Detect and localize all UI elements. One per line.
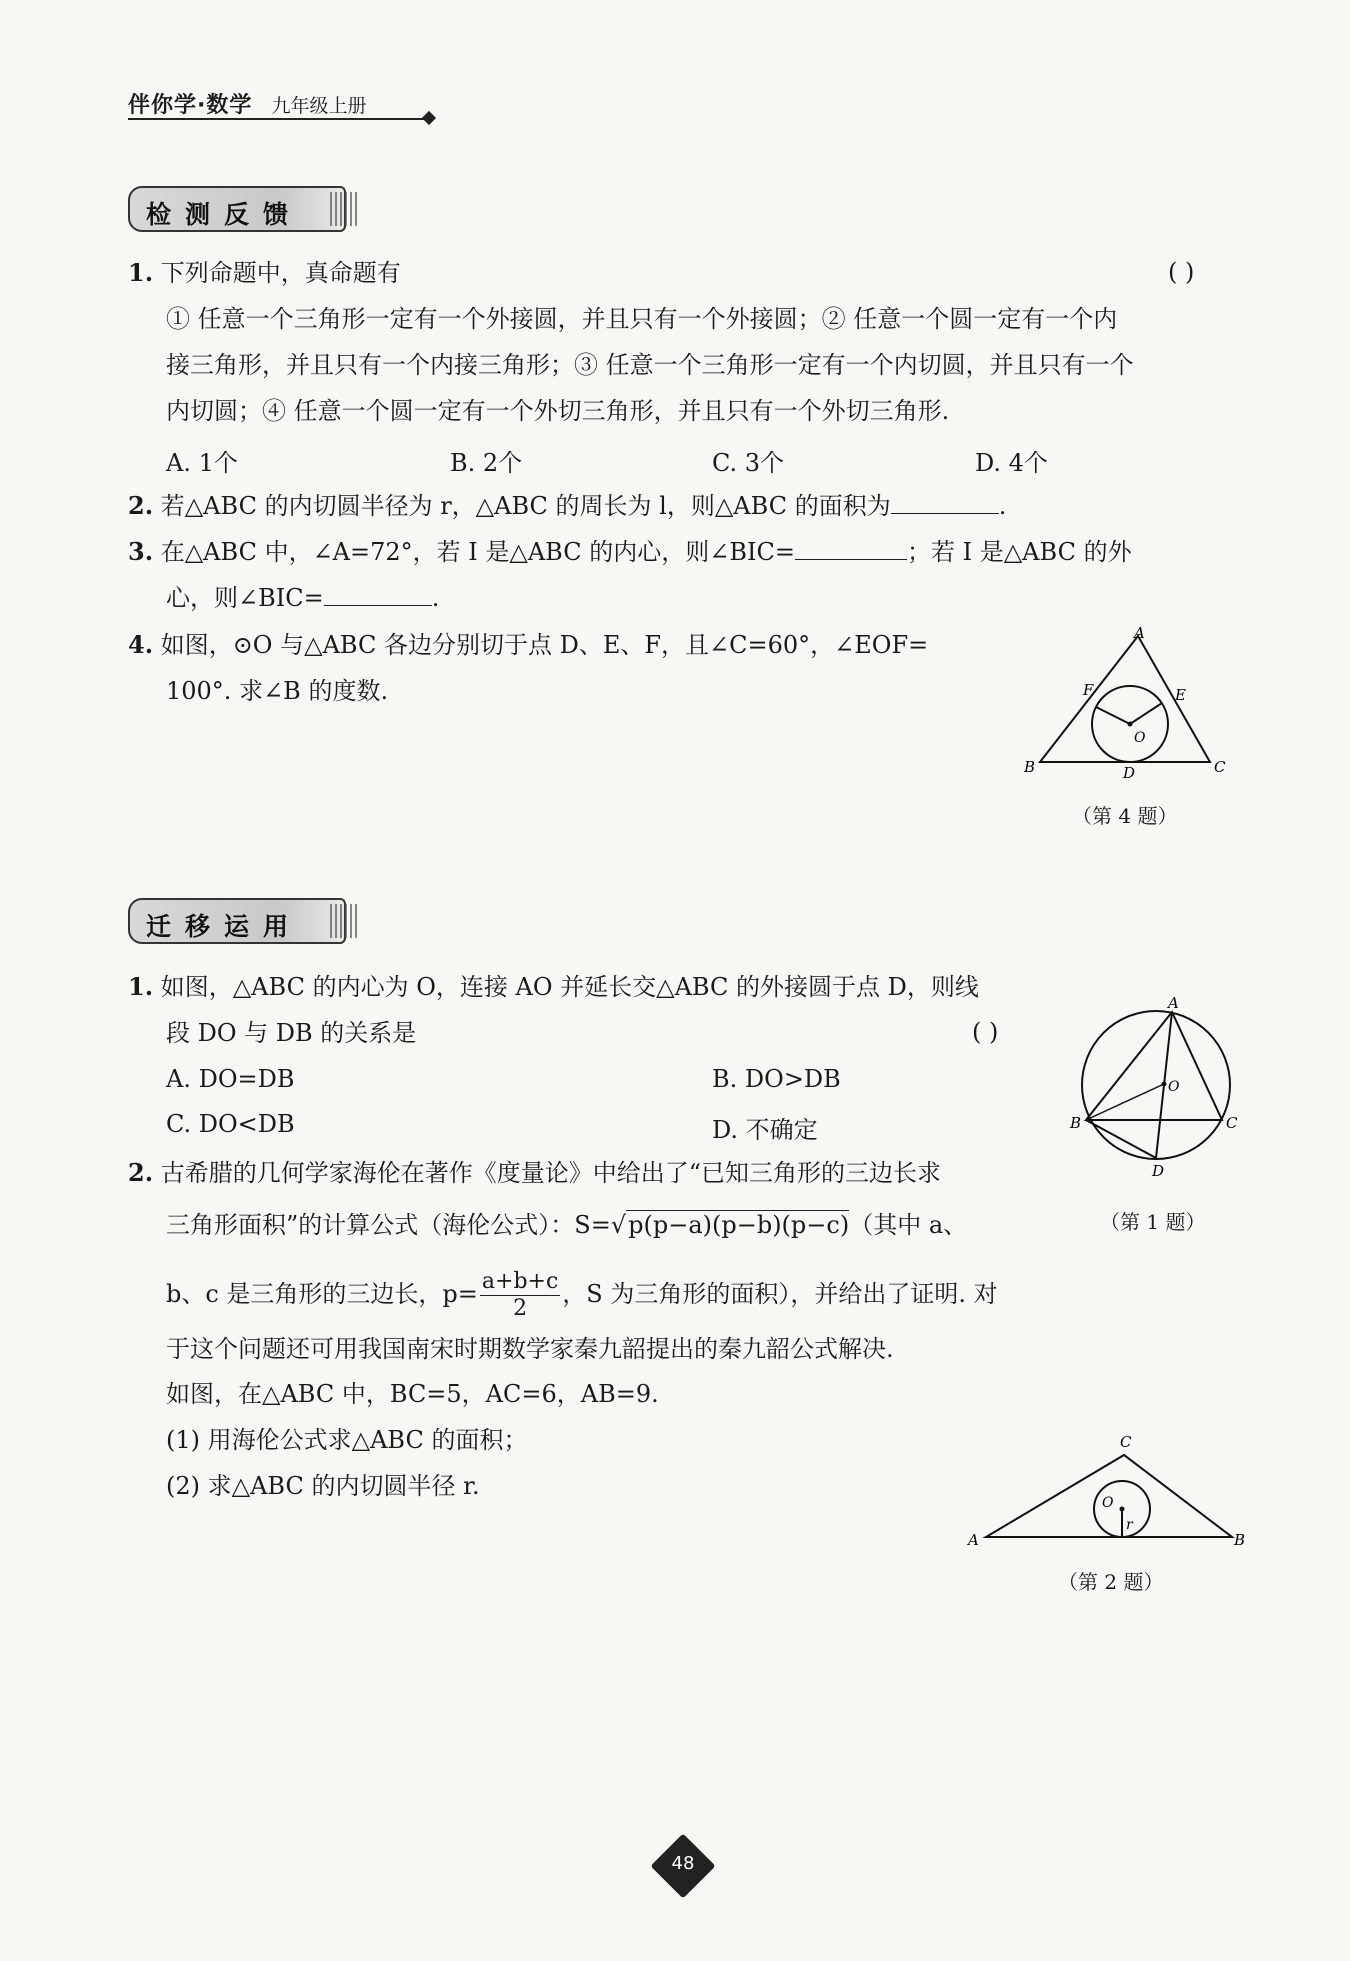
- s2-q2-line-2: 三角形面积”的计算公式（海伦公式）：S=√p(p−a)(p−b)(p−c)（其中 a、: [166, 1211, 968, 1239]
- s1-q4-line-1: 4. 如图，⊙O 与△ABC 各边分别切于点 D、E、F，且∠C=60°，∠EOF=: [128, 630, 929, 659]
- header-brand: 伴你学·数学: [128, 93, 253, 118]
- figure-q4-caption: （第 4 题）: [1072, 804, 1178, 828]
- header-diamond-icon: [422, 111, 436, 125]
- s1-q1-stem: 1. 下列命题中，真命题有: [128, 258, 401, 287]
- s2-q1-option-c[interactable]: C. DO<DB: [166, 1110, 295, 1138]
- heron-sqrt-expression: p(p−a)(p−b)(p−c): [628, 1211, 850, 1239]
- s1-q3-line-2: 心，则∠BIC= .: [166, 580, 439, 615]
- label-C: C: [1214, 758, 1226, 776]
- s2-q2-part-1: (1) 用海伦公式求△ABC 的面积；: [166, 1426, 528, 1454]
- label-A: A: [968, 1531, 979, 1549]
- s1-q2: 2. 若△ABC 的内切圆半径为 r，△ABC 的周长为 l，则△ABC 的面积为 .: [128, 488, 1006, 523]
- label-C: C: [1120, 1433, 1132, 1451]
- s2-q2-line-5: 如图，在△ABC 中，BC=5，AC=6，AB=9.: [166, 1380, 659, 1408]
- figure-s2-q2-incircle: [960, 1425, 1250, 1555]
- label-O: O: [1102, 1495, 1114, 1511]
- label-B: B: [1024, 758, 1036, 776]
- s1-q1-option-d[interactable]: D. 4个: [975, 449, 1048, 477]
- banner-stripes: [330, 904, 358, 938]
- s2-q1-answer-paren[interactable]: ( ): [972, 1018, 999, 1046]
- answer-blank[interactable]: [795, 534, 907, 560]
- s1-q3-line-1: 3. 在△ABC 中，∠A=72°，若 I 是△ABC 的内心，则∠BIC= ；若 I 是△ABC 的外: [128, 534, 1132, 569]
- s2-q1-line-2: 段 DO 与 DB 的关系是: [166, 1019, 417, 1047]
- figure-s2-q1-circumcircle: [1060, 990, 1250, 1180]
- answer-blank[interactable]: [891, 488, 999, 514]
- section-banner-feedback: [128, 186, 346, 232]
- page-number: 48: [671, 1853, 695, 1874]
- running-header: [128, 88, 438, 119]
- s2-q1-option-d[interactable]: D. 不确定: [712, 1116, 818, 1144]
- label-F: F: [1083, 681, 1094, 699]
- label-A: A: [1168, 994, 1179, 1012]
- s2-q2-line-4: 于这个问题还可用我国南宋时期数学家秦九韶提出的秦九韶公式解决.: [166, 1335, 894, 1363]
- label-B: B: [1234, 1531, 1246, 1549]
- s1-q1-option-b[interactable]: B. 2个: [450, 449, 523, 477]
- section-title: 检测反馈: [146, 200, 303, 229]
- s2-q1-line-1: 1. 如图，△ABC 的内心为 O，连接 AO 并延长交△ABC 的外接圆于点 D，则线: [128, 972, 979, 1001]
- label-B: B: [1070, 1114, 1082, 1132]
- s1-q1-answer-paren[interactable]: ( ): [1168, 258, 1195, 286]
- s1-q1-body-1: ① 任意一个三角形一定有一个外接圆，并且只有一个外接圆；② 任意一个圆一定有一个内: [166, 305, 1118, 333]
- label-D: D: [1152, 1162, 1165, 1180]
- section-banner-application: [128, 898, 346, 944]
- s2-q2-line-1: 2. 古希腊的几何学家海伦在著作《度量论》中给出了“已知三角形的三边长求: [128, 1158, 941, 1187]
- figure-q4-incircle: [1010, 620, 1250, 790]
- label-A: A: [1134, 624, 1145, 642]
- header-grade: 九年级上册: [271, 95, 367, 117]
- answer-blank[interactable]: [324, 580, 432, 606]
- s2-q1-option-a[interactable]: A. DO=DB: [166, 1065, 295, 1093]
- banner-stripes: [330, 192, 358, 226]
- label-O: O: [1134, 730, 1146, 746]
- label-C: C: [1226, 1114, 1238, 1132]
- s2-q2-part-2: (2) 求△ABC 的内切圆半径 r.: [166, 1472, 480, 1500]
- figure-s2-q2-caption: （第 2 题）: [1058, 1570, 1164, 1594]
- section-title: 迁移运用: [146, 912, 303, 941]
- semi-perimeter-fraction: $\frac{a+b+c}{2}$: [481, 1269, 559, 1321]
- header-rule: [128, 118, 428, 120]
- s1-q4-line-2: 100°. 求∠B 的度数.: [166, 677, 389, 705]
- s1-q1-body-3: 内切圆；④ 任意一个圆一定有一个外切三角形，并且只有一个外切三角形.: [166, 397, 950, 425]
- s2-q2-line-3: b、c 是三角形的三边长，p= $\frac{a+b+c}{2}$ ，S 为三角形的面积），并给出了证明. 对: [166, 1269, 998, 1321]
- s2-q1-option-b[interactable]: B. DO>DB: [712, 1065, 841, 1093]
- label-O: O: [1168, 1079, 1180, 1095]
- s1-q1-option-c[interactable]: C. 3个: [712, 449, 785, 477]
- label-E: E: [1175, 686, 1186, 704]
- s1-q1-body-2: 接三角形，并且只有一个内接三角形；③ 任意一个三角形一定有一个内切圆，并且只有一个: [166, 351, 1134, 379]
- label-r: r: [1126, 1517, 1133, 1533]
- s1-q1-option-a[interactable]: A. 1个: [166, 449, 238, 477]
- label-D: D: [1123, 764, 1136, 782]
- figure-s2-q1-caption: （第 1 题）: [1100, 1210, 1206, 1234]
